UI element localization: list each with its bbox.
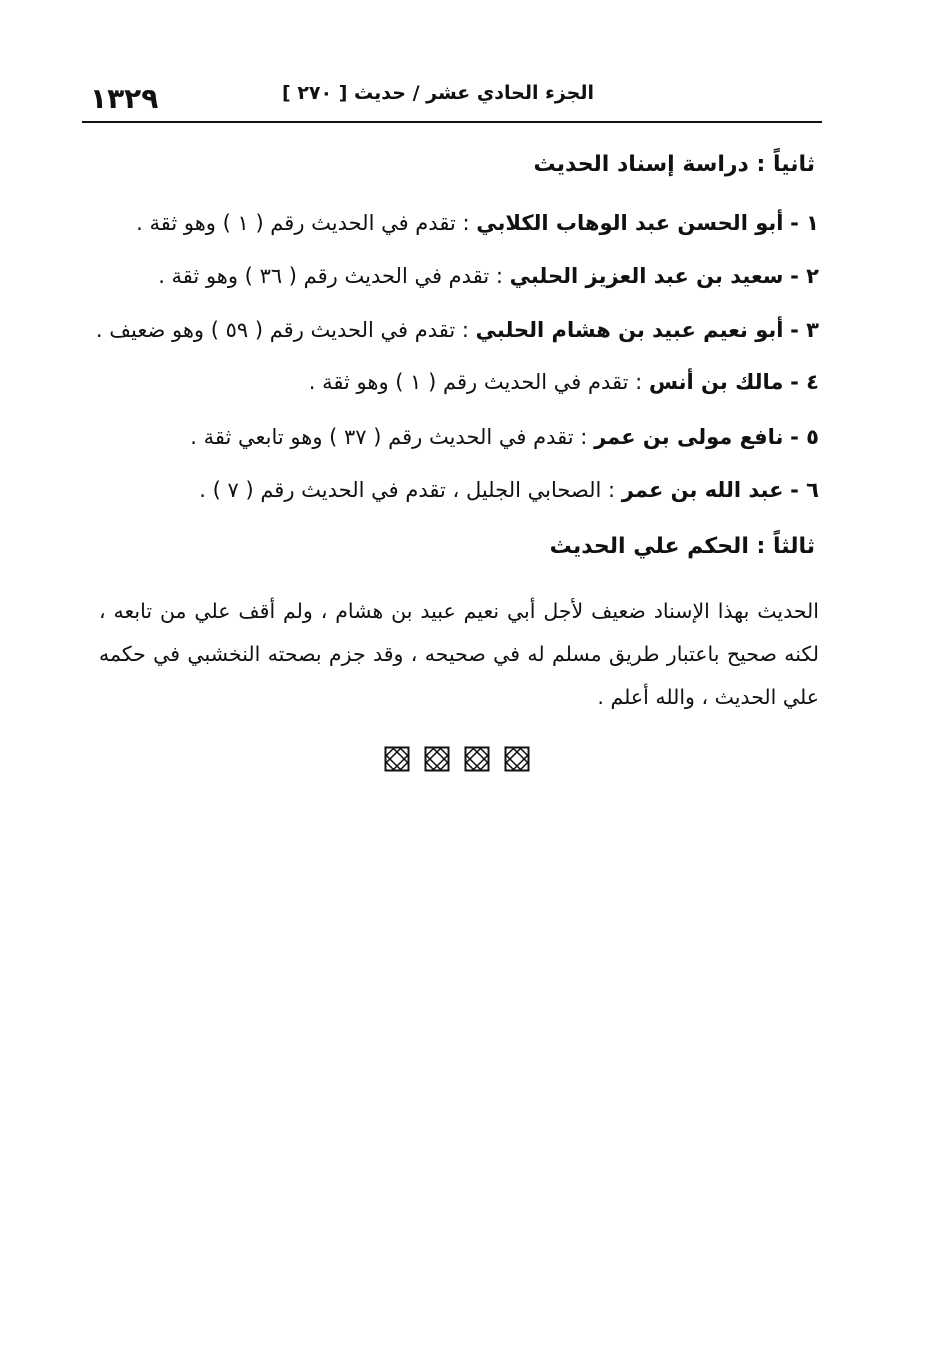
narrator-detail: : تقدم في الحديث رقم ( ١ ) وهو ثقة . xyxy=(308,370,643,394)
narrator-number: ٦ - xyxy=(790,478,819,502)
ornament-icon xyxy=(464,746,490,772)
narrator-name: أبو الحسن عبد الوهاب الكلابي xyxy=(476,211,784,235)
narrator-detail: : تقدم في الحديث رقم ( ٥٩ ) وهو ضعيف . xyxy=(95,318,469,342)
isnad-section-heading: ثانياً : دراسة إسناد الحديث xyxy=(533,152,815,177)
narrator-item xyxy=(158,264,819,289)
narrator-item xyxy=(136,211,819,236)
narrator-number: ٤ - xyxy=(790,370,819,394)
ruling-paragraph: الحديث بهذا الإسناد ضعيف لأجل أبي نعيم عبيد بن هشام ، ولم أقف علي من تابعه ، لكنه صحيح باعتبار طريق مسلم له في صحيحه ، وقد جزم بصحته النخشبي في حكمه علي الحديث ، والله أعلم . xyxy=(99,599,819,709)
narrator-item xyxy=(199,478,819,503)
narrator-item xyxy=(309,370,819,395)
narrator-item xyxy=(190,425,819,450)
narrator-detail: : تقدم في الحديث رقم ( ٣٧ ) وهو تابعي ثقة . xyxy=(190,425,588,449)
section-end-ornament xyxy=(384,746,534,776)
header-divider xyxy=(82,121,822,123)
narrator-number: ٣ - xyxy=(790,318,819,342)
ruling-section-heading: ثالثاً : الحكم علي الحديث xyxy=(549,534,815,559)
narrator-detail: : الصحابي الجليل ، تقدم في الحديث رقم ( ٧ ) . xyxy=(199,478,616,502)
narrator-number: ١ - xyxy=(790,211,819,235)
narrator-detail: : تقدم في الحديث رقم ( ٣٦ ) وهو ثقة . xyxy=(158,264,503,288)
narrator-detail: : تقدم في الحديث رقم ( ١ ) وهو ثقة . xyxy=(136,211,470,235)
narrator-name: مالك بن أنس xyxy=(648,370,784,394)
narrator-name: سعيد بن عبد العزيز الحلبي xyxy=(509,264,784,288)
ornament-icon xyxy=(384,746,410,772)
page-header xyxy=(82,78,822,118)
narrator-name: نافع مولى بن عمر xyxy=(594,425,784,449)
page-number: ١٣٢٩ xyxy=(90,82,159,115)
narrator-item xyxy=(96,318,819,343)
narrator-number: ٢ - xyxy=(790,264,819,288)
ornament-icon xyxy=(424,746,450,772)
narrator-name: عبد الله بن عمر xyxy=(621,478,784,502)
narrator-name: أبو نعيم عبيد بن هشام الحلبي xyxy=(475,318,784,342)
ornament-icon xyxy=(504,746,530,772)
running-head: الجزء الحادي عشر / حديث [ ٢٧٠ ] xyxy=(282,82,594,104)
narrator-number: ٥ - xyxy=(790,425,819,449)
